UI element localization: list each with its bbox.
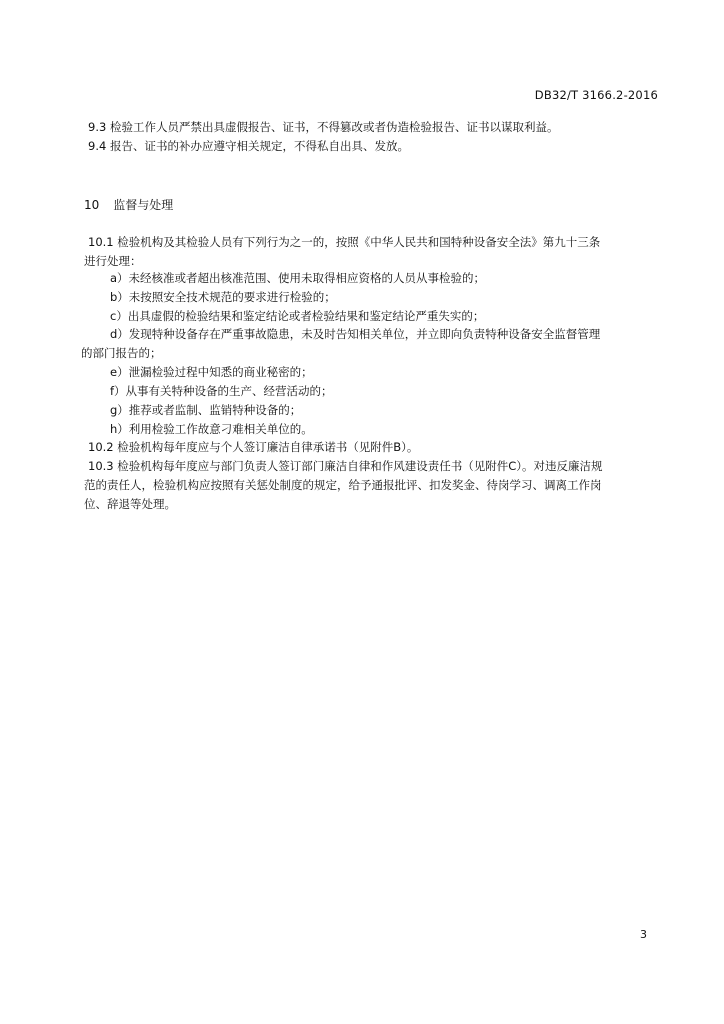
list-item-c: c）出具虚假的检验结果和鉴定结论或者检验结果和鉴定结论严重失实的； xyxy=(110,309,485,323)
section-title: 监督与处理 xyxy=(113,198,174,212)
list-item-b: b）未按照安全技术规范的要求进行检验的； xyxy=(110,290,336,304)
list-item-e: e）泄漏检验过程中知悉的商业秘密的； xyxy=(110,365,313,379)
list-item-a: a）未经核准或者超出核准范围、使用未取得相应资格的人员从事检验的； xyxy=(110,271,486,285)
clause-10-2: 10.2 检验机构每年度应与个人签订廉洁自律承诺书（见附件B）。 xyxy=(88,440,419,454)
clause-10-1-line1: 10.1 检验机构及其检验人员有下列行为之一的，按照《中华人民共和国特种设备安全法》第九十三条 xyxy=(88,235,601,249)
list-item-f: f）从事有关特种设备的生产、经营活动的； xyxy=(110,384,333,398)
clause-10-1-line2: 进行处理： xyxy=(84,254,142,268)
list-item-d-line1: d）发现特种设备存在严重事故隐患，未及时告知相关单位，并立即向负责特种设备安全监督管理 xyxy=(110,327,601,341)
clause-10-3-line3: 位、辞退等处理。 xyxy=(84,497,176,511)
clause-9-3: 9.3 检验工作人员严禁出具虚假报告、证书，不得篡改或者伪造检验报告、证书以谋取利益。 xyxy=(88,120,559,134)
list-item-d-line2: 的部门报告的； xyxy=(81,346,162,360)
clause-9-4: 9.4 报告、证书的补办应遵守相关规定，不得私自出具、发放。 xyxy=(88,139,409,153)
clause-10-3-line2: 范的责任人，检验机构应按照有关惩处制度的规定，给予通报批评、扣发奖金、待岗学习、调离工作岗 xyxy=(84,478,602,492)
clause-10-3-line1: 10.3 检验机构每年度应与部门负责人签订部门廉洁自律和作风建设责任书（见附件C）。对违反廉洁规 xyxy=(88,459,603,473)
list-item-h: h）利用检验工作故意刁难相关单位的。 xyxy=(110,422,313,436)
section-10-heading xyxy=(84,196,173,213)
page-number: 3 xyxy=(640,928,647,941)
standard-code: DB32/T 3166.2-2016 xyxy=(534,88,658,102)
section-number: 10 xyxy=(84,198,100,212)
list-item-g: g）推荐或者监制、监销特种设备的； xyxy=(110,403,302,417)
